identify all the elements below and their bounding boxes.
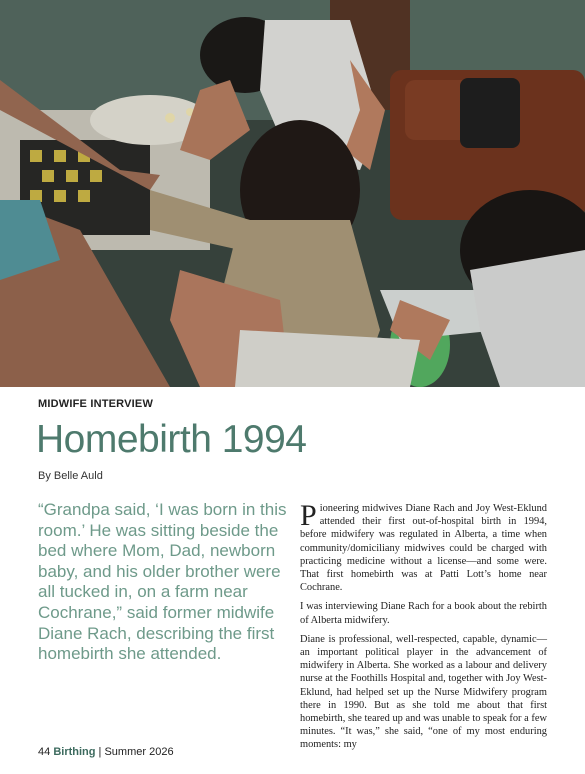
paragraph-2: I was interviewing Diane Rach for a book about the rebirth of Alberta midwifery. (300, 601, 547, 626)
page-number: 44 (38, 746, 51, 758)
magazine-name: Birthing (53, 746, 96, 758)
footer-separator: | (98, 746, 102, 758)
article-title: Homebirth 1994 (36, 418, 307, 461)
section-kicker: MIDWIFE INTERVIEW (38, 398, 154, 410)
paragraph-1-text: ioneering midwives Diane Rach and Joy West-Eklund attended their first out-of-hospital birth in 1994, before midwifery was regulated in Alberta, a time when community/domiciliany midwives could be charged with practicing medicine without a license—and some were. That first homebirth was at Patti Lott’s home near Cochrane. (300, 503, 547, 594)
issue-name: Summer 2026 (104, 746, 174, 758)
article-body (300, 499, 547, 758)
pull-quote: “Grandpa said, ‘I was born in this room.’ He was sitting beside the bed where Mom, Dad, newborn baby, and his older brother were all tucked in, on a farm near Cochrane,” said former midwife Diane Rach, describing the first homebirth she attended. (38, 500, 287, 664)
page-footer (38, 746, 174, 758)
drop-cap: P (300, 499, 317, 532)
paragraph-3: Diane is professional, well-respected, capable, dynamic—an important political player in the advancement of midwifery in Alberta. She worked as a labour and delivery nurse at the Foothills Hospital and, together with Joy West-Eklund, had helped set up the Nurse Midwifery program there in 1990. But as she told me about that first homebirth, she teared up and was unable to speak for a few minutes. “It was,” she said, “one of my most enduring moments: my (300, 633, 547, 751)
byline: By Belle Auld (38, 470, 103, 482)
paragraph-1 (300, 499, 547, 594)
